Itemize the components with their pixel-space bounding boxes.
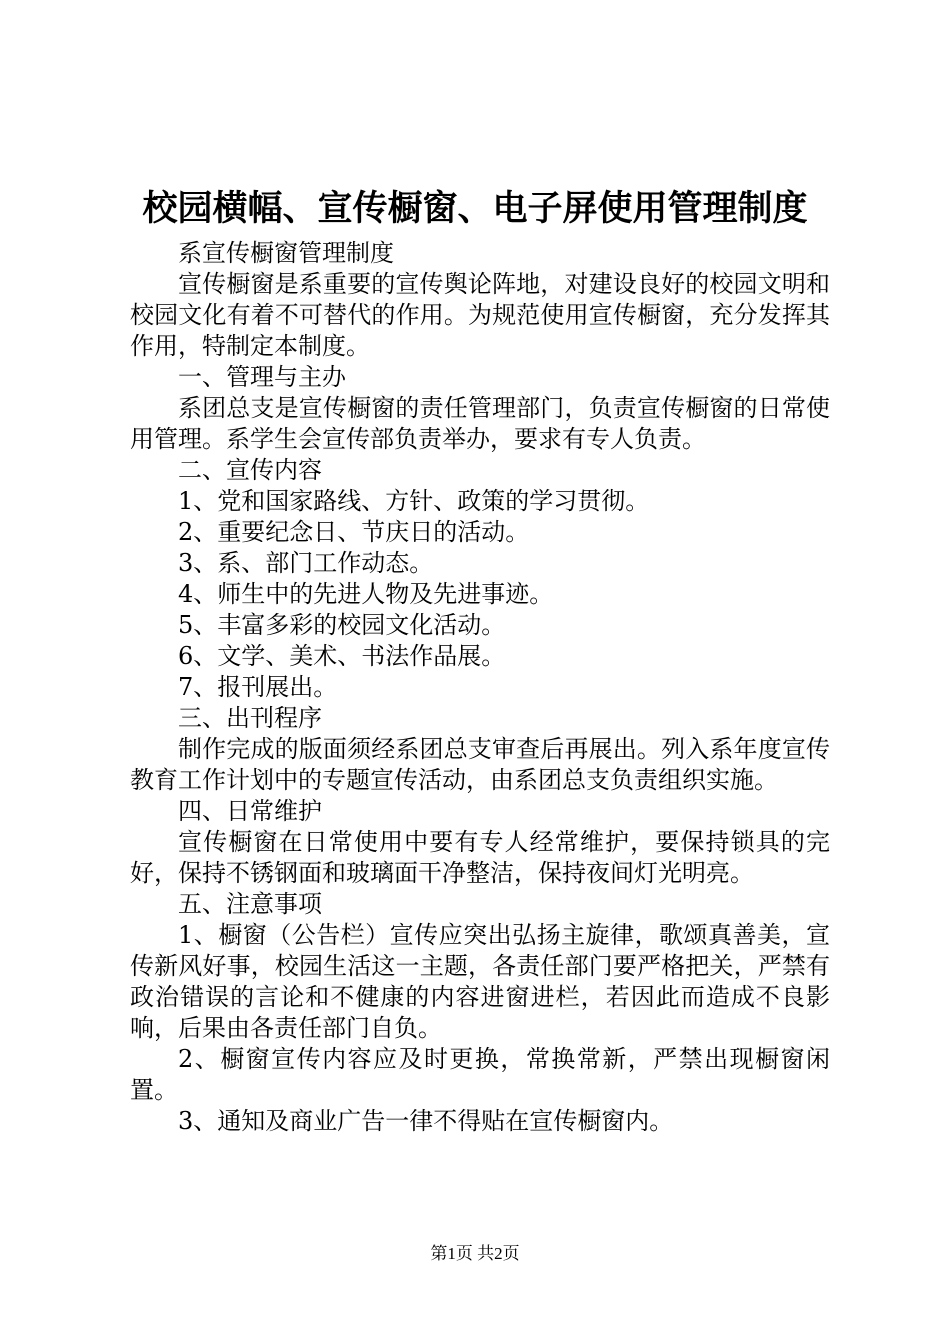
list-item: 2、重要纪念日、节庆日的活动。 [178, 518, 530, 546]
section-heading: 五、注意事项 [178, 890, 322, 918]
paragraph: 宣传橱窗在日常使用中要有专人经常维护，要保持锁具的完好，保持不锈钢面和玻璃面干净整洁，保持夜间灯光明亮。 [130, 828, 830, 887]
list-item: 3、系、部门工作动态。 [178, 549, 434, 577]
paragraph: 系宣传橱窗管理制度 [178, 239, 394, 267]
section-heading: 一、管理与主办 [178, 363, 346, 391]
list-item: 1、橱窗（公告栏）宣传应突出弘扬主旋律，歌颂真善美，宣传新风好事，校园生活这一主题，各责任部门要严格把关，严禁有政治错误的言论和不健康的内容进窗进栏，若因此而造成不良影响，后果由各责任部门自负。 [130, 921, 830, 1042]
list-item: 3、通知及商业广告一律不得贴在宣传橱窗内。 [178, 1107, 674, 1135]
section-heading: 四、日常维护 [178, 797, 322, 825]
page-footer: 第1页 共2页 [430, 1244, 520, 1263]
list-item: 6、文学、美术、书法作品展。 [178, 642, 506, 670]
document-body [130, 238, 830, 1137]
list-item: 5、丰富多彩的校园文化活动。 [178, 611, 506, 639]
section-heading: 二、宣传内容 [178, 456, 322, 484]
section-heading: 三、出刊程序 [178, 704, 322, 732]
list-item: 2、橱窗宣传内容应及时更换，常换常新，严禁出现橱窗闲置。 [130, 1045, 830, 1104]
paragraph: 系团总支是宣传橱窗的责任管理部门，负责宣传橱窗的日常使用管理。系学生会宣传部负责举办，要求有专人负责。 [130, 394, 830, 453]
list-item: 4、师生中的先进人物及先进事迹。 [178, 580, 554, 608]
paragraph: 宣传橱窗是系重要的宣传舆论阵地，对建设良好的校园文明和校园文化有着不可替代的作用。为规范使用宣传橱窗，充分发挥其作用，特制定本制度。 [130, 270, 830, 360]
page-title: 校园横幅、宣传橱窗、电子屏使用管理制度 [142, 188, 808, 229]
list-item: 1、党和国家路线、方针、政策的学习贯彻。 [178, 487, 650, 515]
list-item: 7、报刊展出。 [178, 673, 338, 701]
paragraph: 制作完成的版面须经系团总支审查后再展出。列入系年度宣传教育工作计划中的专题宣传活动，由系团总支负责组织实施。 [130, 735, 830, 794]
